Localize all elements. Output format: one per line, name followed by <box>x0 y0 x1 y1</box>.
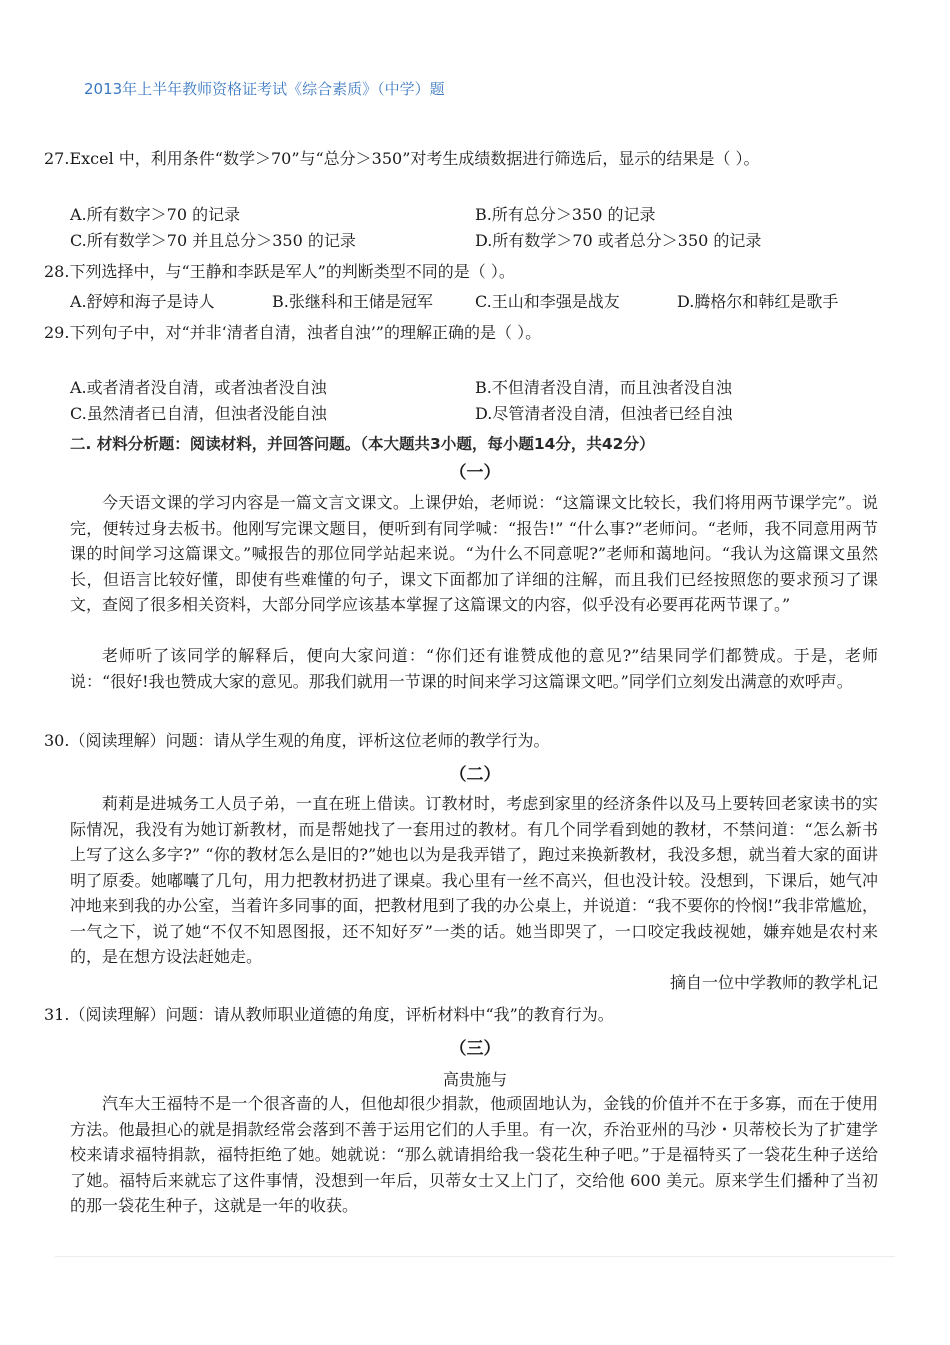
material-3-subtitle: 高贵施与 <box>442 1070 507 1089</box>
footer-divider <box>55 1256 895 1257</box>
material-3-heading: （三） <box>449 1039 501 1059</box>
q29-option-c: C.虽然清者已自清，但浊者没能自浊 <box>70 404 327 423</box>
q29-stem: 29.下列句子中，对“并非‘清者自清，浊者自浊’”的理解正确的是（ ）。 <box>44 323 542 342</box>
q27-option-a: A.所有数字＞70 的记录 <box>70 205 241 224</box>
q30-text: 30.（阅读理解）问题：请从学生观的角度，评析这位老师的教学行为。 <box>44 731 550 750</box>
q28-option-d: D.腾格尔和韩红是歌手 <box>677 292 839 311</box>
exam-header-title: 2013年上半年教师资格证考试《综合素质》（中学）题 <box>84 80 445 98</box>
q31-text: 31.（阅读理解）问题：请从教师职业道德的角度，评析材料中“我”的教育行为。 <box>44 1005 614 1024</box>
q28-option-a: A.舒婷和海子是诗人 <box>70 292 215 311</box>
section-2-title: 二. 材料分析题：阅读材料，并回答问题。（本大题共3小题，每小题14分，共42分） <box>70 435 655 453</box>
q28-option-b: B.张继科和王储是冠军 <box>272 292 433 311</box>
material-1-paragraph-2: 老师听了该同学的解释后，便向大家问道：“你们还有谁赞成他的意见?”结果同学们都赞成。于是，老师说：“很好!我也赞成大家的意见。那我们就用一节课的时间来学习这篇课文吧。”同学们立刻发出满意的欢呼声。 <box>70 646 878 691</box>
q27-option-b: B.所有总分＞350 的记录 <box>475 205 656 224</box>
q27-option-d: D.所有数学＞70 或者总分＞350 的记录 <box>475 231 762 250</box>
q29-option-b: B.不但清者没自清，而且浊者没自浊 <box>475 378 732 397</box>
material-2-heading: （二） <box>449 765 501 785</box>
q27-stem: 27.Excel 中，利用条件“数学＞70”与“总分＞350”对考生成绩数据进行筛选后，显示的结果是（ ）。 <box>44 149 760 168</box>
material-2-source: 摘自一位中学教师的教学札记 <box>669 973 878 992</box>
q28-stem: 28.下列选择中，与“王静和李跃是军人”的判断类型不同的是（ ）。 <box>44 262 515 281</box>
q27-option-c: C.所有数学＞70 并且总分＞350 的记录 <box>70 231 356 250</box>
material-1-paragraph-1: 今天语文课的学习内容是一篇文言文课文。上课伊始，老师说：“这篇课文比较长，我们将用两节课学完”。说完，便转过身去板书。他刚写完课文题目，便听到有同学喊：“报告!” “什么事?”老师问。“老师，我不同意用两节课的时间学习这篇课文。”喊报告的那位同学站起来说。“为什么不同意呢?”老师和蔼地问。“我认为这篇课文虽然长，但语言比较好懂，即使有些难懂的句子，课文下面都加了详细的注解，而且我们已经按照您的要求预习了课文，查阅了很多相关资料，大部分同学应该基本掌握了这篇课文的内容，似乎没有必要再花两节课了。” <box>70 493 878 614</box>
material-1-heading: （一） <box>449 463 501 483</box>
material-3-paragraph-1: 汽车大王福特不是一个很吝啬的人，但他却很少捐款，他顽固地认为，金钱的价值并不在于多寡，而在于使用方法。他最担心的就是捐款经常会落到不善于运用它们的人手里。有一次，乔治亚州的马沙・贝蒂校长为了扩建学校来请求福特捐款，福特拒绝了她。她就说：“那么就请捐给我一袋花生种子吧。”于是福特买了一袋花生种子送给了她。福特后来就忘了这件事情，没想到一年后，贝蒂女士又上门了，交给他 600 美元。原来学生们播种了当初的那一袋花生种子，这就是一年的收获。 <box>70 1094 878 1215</box>
material-2-paragraph-1: 莉莉是进城务工人员子弟，一直在班上借读。订教材时，考虑到家里的经济条件以及马上要转回老家读书的实际情况，我没有为她订新教材，而是帮她找了一套用过的教材。有几个同学看到她的教材，不禁问道：“怎么新书上写了这么多字?” “你的教材怎么是旧的?”她也以为是我弄错了，跑过来换新教材，我没多想，就当着大家的面讲明了原委。她嘟囔了几句，用力把教材扔进了课桌。我心里有一丝不高兴，但也没计较。没想到，下课后，她气冲冲地来到我的办公室，当着许多同事的面，把教材甩到了我的办公桌上，并说道：“我不要你的怜悯!”我非常尴尬，一气之下，说了她“不仅不知恩图报，还不知好歹”一类的话。她当即哭了，一口咬定我歧视她，嫌弃她是农村来的，是在想方设法赶她走。 <box>70 794 878 966</box>
q29-option-a: A.或者清者没自清，或者浊者没自浊 <box>70 378 327 397</box>
q29-option-d: D.尽管清者没自清，但浊者已经自浊 <box>475 404 733 423</box>
q28-option-c: C.王山和李强是战友 <box>475 292 620 311</box>
